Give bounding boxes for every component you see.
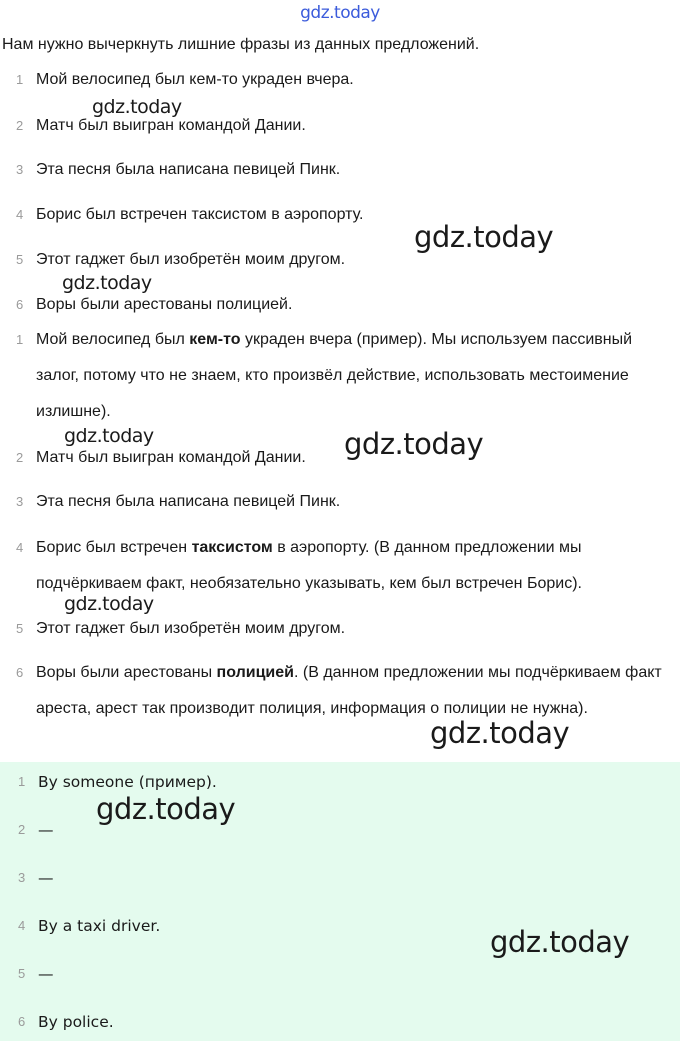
item-number: 6 — [16, 297, 24, 312]
watermark: gdz.today — [344, 427, 484, 461]
list2-item — [0, 530, 680, 602]
list2-item — [0, 655, 680, 763]
item-text: Матч был выигран командой Дании. — [36, 117, 306, 134]
site-logo[interactable]: gdz.today — [300, 3, 380, 23]
item-number: 5 — [16, 252, 24, 267]
watermark: gdz.today — [414, 220, 554, 254]
item-text — [36, 530, 674, 602]
text-part: украден вчера (пример). Мы используем пассивный залог, потому что не знаем, кто произвёл действие, использовать местоимение излишне). — [36, 331, 633, 420]
item-number: 6 — [16, 665, 24, 680]
list2-item — [0, 611, 680, 647]
item-number: 1 — [16, 72, 24, 87]
item-text: By someone (пример). — [38, 773, 217, 791]
item-text: — — [38, 821, 54, 839]
item-text: Этот гаджет был изобретён моим другом. — [36, 251, 346, 268]
item-text: — — [38, 869, 54, 887]
list1-item — [0, 62, 680, 98]
item-number: 3 — [16, 494, 24, 509]
highlighted-word: таксистом — [191, 539, 273, 556]
item-text — [36, 655, 674, 727]
item-text: Эта песня была написана певицей Пинк. — [36, 493, 341, 510]
item-number: 2 — [16, 450, 24, 465]
watermark: gdz.today — [92, 96, 182, 118]
list1-item — [0, 152, 680, 188]
item-text: Этот гаджет был изобретён моим другом. — [36, 620, 346, 637]
text-part: Мой велосипед был — [36, 331, 190, 348]
list2-item — [0, 322, 680, 430]
item-number: 3 — [18, 870, 26, 885]
highlighted-word: полицией — [216, 664, 294, 681]
answer-item — [0, 1004, 680, 1040]
item-number: 1 — [16, 332, 24, 347]
watermark: gdz.today — [64, 425, 154, 447]
answer-item — [0, 860, 680, 896]
list1-item — [0, 197, 680, 233]
item-number: 4 — [16, 540, 24, 555]
watermark: gdz.today — [490, 925, 630, 959]
item-number: 2 — [18, 822, 26, 837]
intro-text: Нам нужно вычеркнуть лишние фразы из данных предложений. — [2, 36, 480, 53]
list2-item — [0, 484, 680, 520]
item-text: Борис был встречен таксистом в аэропорту. — [36, 206, 364, 223]
text-part: Борис был встречен — [36, 539, 192, 556]
answer-item — [0, 956, 680, 992]
item-number: 3 — [16, 162, 24, 177]
item-text: By a taxi driver. — [38, 917, 161, 935]
item-number: 6 — [18, 1014, 26, 1029]
item-text: Мой велосипед был кем-то украден вчера. — [36, 71, 354, 88]
item-text: Эта песня была написана певицей Пинк. — [36, 161, 341, 178]
watermark: gdz.today — [64, 593, 154, 615]
item-text: By police. — [38, 1013, 114, 1031]
item-number: 5 — [16, 621, 24, 636]
item-number: 5 — [18, 966, 26, 981]
item-number: 4 — [16, 207, 24, 222]
watermark: gdz.today — [62, 272, 152, 294]
text-part: . (В данном предложении мы подчёркиваем факт ареста, арест так производит полиция, информация о полиции не нужна). — [36, 664, 662, 717]
text-part: в аэропорту. (В данном предложении мы подчёркиваем факт, необязательно указывать, кем был встречен Борис). — [36, 539, 582, 592]
item-text — [36, 322, 674, 430]
item-number: 4 — [18, 918, 26, 933]
item-text: — — [38, 965, 54, 983]
watermark: gdz.today — [96, 792, 236, 826]
item-text: Воры были арестованы полицией. — [36, 296, 293, 313]
highlighted-word: кем-то — [189, 331, 241, 348]
watermark: gdz.today — [430, 716, 570, 750]
item-number: 2 — [16, 118, 24, 133]
item-text: Матч был выигран командой Дании. — [36, 449, 306, 466]
item-number: 1 — [18, 774, 26, 789]
text-part: Воры были арестованы — [36, 664, 217, 681]
